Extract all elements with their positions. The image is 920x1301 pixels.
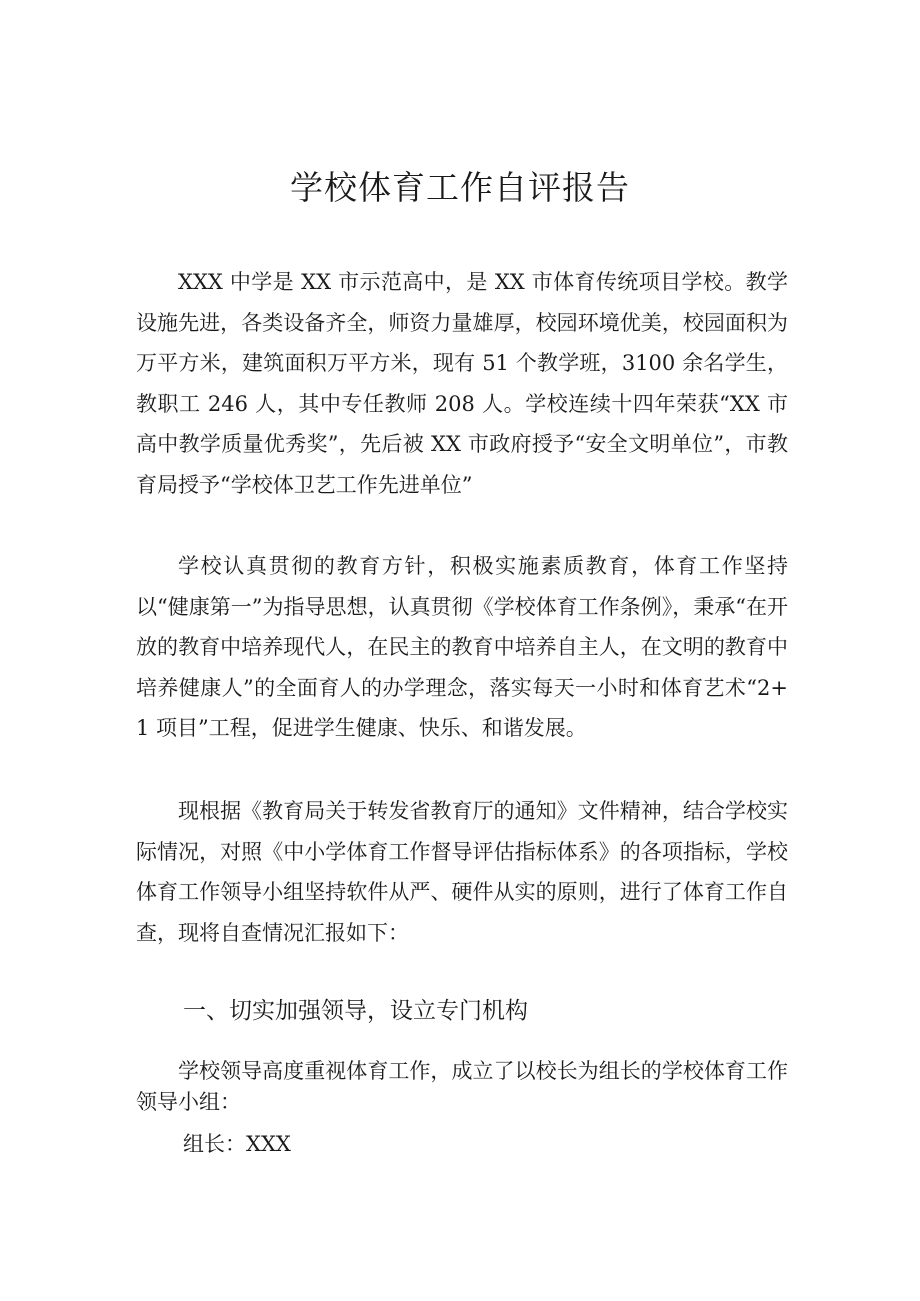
self-check-section [136,791,788,953]
section-1 [136,991,788,1031]
paragraph-self-check: 现根据《教育局关于转发省教育厅的通知》文件精神，结合学校实际情况，对照《中小学体育工作督导评估指标体系》的各项指标，学校体育工作领导小组坚持软件从严、硬件从实的原则，进行了体育工作自查，现将自查情况汇报如下： [136,799,788,945]
document-title: 学校体育工作自评报告 [290,168,630,207]
paragraph-leadership: 学校领导高度重视体育工作，成立了以校长为组长的学校体育工作领导小组： [136,1059,788,1114]
paragraph-school-intro: XXX 中学是 XX 市示范高中，是 XX 市体育传统项目学校。教学设施先进，各类设备齐全，师资力量雄厚，校园环境优美，校园面积为万平方米，建筑面积万平方米，现有 51 个教学班，3100 余名学生，教职工 246 人，其中专任教师 208 人。学校连续十四年荣获“XX 市高中教学质量优秀奖”，先后被 XX 市政府授予“安全文明单位”，市教育局授予“学校体卫艺工作先进单位” [136,270,788,497]
paragraph-policy: 学校认真贯彻的教育方针，积极实施素质教育，体育工作坚持以“健康第一”为指导思想，认真贯彻《学校体育工作条例》，秉承“在开放的教育中培养现代人，在民主的教育中培养自主人，在文明的教育中培养健康人”的全面育人的办学理念，落实每天一小时和体育艺术“2+1 项目”工程，促进学生健康、快乐、和谐发展。 [136,554,788,740]
intro-section [136,262,788,505]
leader-line [136,1124,788,1164]
section-1-body [136,1056,788,1118]
group-leader-line: 组长：XXX [183,1132,291,1156]
policy-section [136,546,788,749]
section-1-heading: 一、切实加强领导，设立专门机构 [183,998,528,1024]
